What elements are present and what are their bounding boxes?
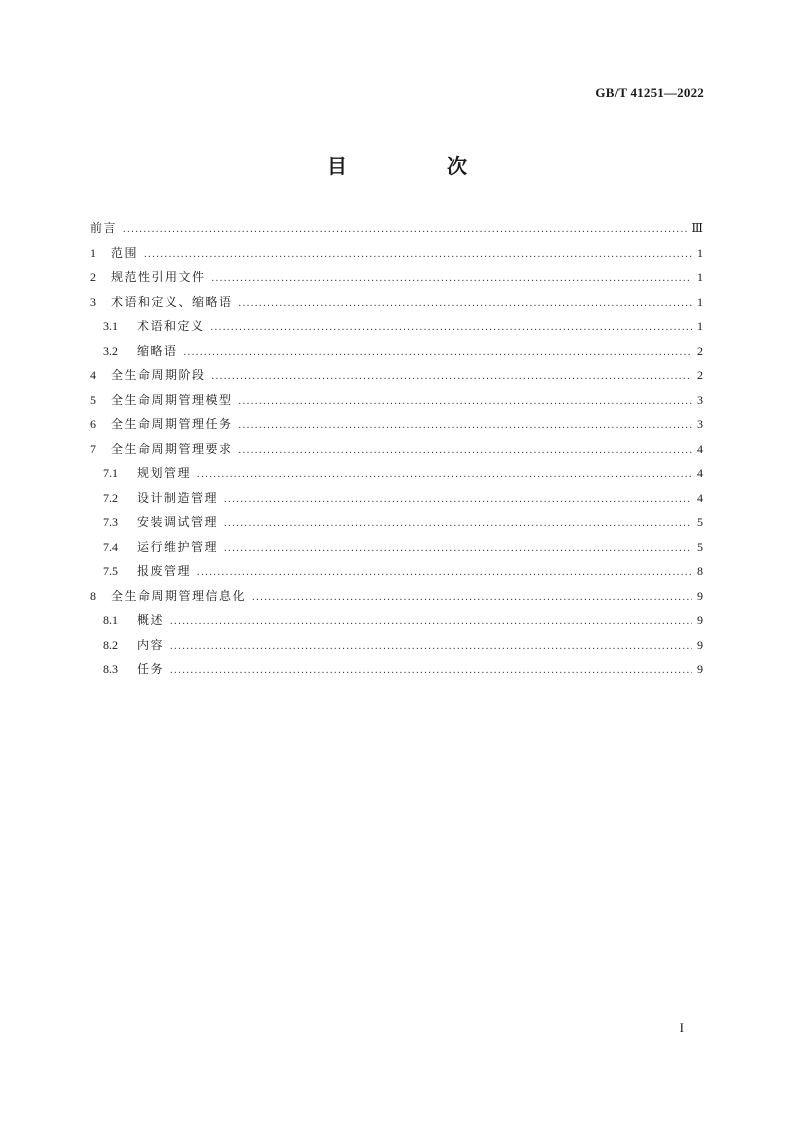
toc-entry[interactable] (90, 584, 703, 609)
toc-entry-title: 全生命周期管理任务 (111, 417, 233, 431)
toc-dot-leader (239, 414, 692, 439)
toc-entry-title: 范围 (111, 245, 139, 260)
toc-entry-page: 9 (697, 637, 703, 652)
toc-entry-number: 1 (90, 245, 96, 260)
toc-dot-leader (224, 537, 692, 562)
toc-entry[interactable] (90, 412, 703, 437)
toc-entry[interactable] (90, 559, 703, 584)
toc-entry-number: 2 (90, 270, 96, 284)
toc-entry-number: 7.2 (103, 490, 118, 505)
toc-dot-leader (211, 316, 692, 341)
page-number: I (679, 1020, 684, 1035)
toc-entry-page: 9 (697, 662, 703, 676)
toc-entry-number: 3.2 (103, 343, 118, 358)
toc-dot-leader (144, 243, 692, 268)
toc-entry-page: 5 (697, 539, 703, 554)
toc-dot-leader (197, 561, 692, 586)
toc-entry-page: 2 (697, 343, 703, 358)
toc-dot-leader (212, 365, 692, 390)
standard-code: GB/T 41251—2022 (595, 85, 704, 100)
toc-entry-page: 4 (697, 466, 703, 480)
toc-entry-number: 5 (90, 392, 96, 407)
toc-entry-number: 8.3 (103, 662, 118, 676)
toc-entry[interactable] (90, 461, 703, 486)
toc-entry-title: 运行维护管理 (137, 539, 219, 554)
toc-entry-number: 7.4 (103, 539, 118, 554)
toc-entry-title: 任务 (137, 662, 165, 676)
toc-entry-number: 8 (90, 588, 96, 603)
toc-entry-number: 7.3 (103, 515, 118, 529)
toc-entry-number: 6 (90, 417, 96, 431)
toc-entry[interactable] (90, 363, 703, 388)
toc-entry-title: 全生命周期管理信息化 (111, 588, 247, 603)
toc-entry[interactable] (90, 510, 703, 535)
toc-entry-title: 规范性引用文件 (111, 270, 206, 284)
toc-entry[interactable] (90, 437, 703, 462)
toc-entry-title: 术语和定义 (137, 319, 205, 333)
toc-entry-title: 安装调试管理 (137, 515, 219, 529)
toc-entry-title: 报废管理 (137, 564, 192, 578)
toc-title: 目 次 (327, 154, 507, 178)
toc-entry-number: 7.1 (103, 466, 118, 480)
toc-entry-number: 4 (90, 368, 96, 382)
toc-entry[interactable] (90, 633, 703, 658)
toc-dot-leader (170, 610, 692, 635)
table-of-contents (90, 216, 703, 682)
toc-dot-leader (184, 341, 692, 366)
toc-dot-leader (252, 586, 692, 611)
toc-entry[interactable] (90, 241, 703, 266)
toc-entry-title: 全生命周期管理要求 (111, 441, 233, 456)
toc-dot-leader (239, 292, 692, 317)
toc-entry-title: 设计制造管理 (137, 490, 219, 505)
toc-entry[interactable] (90, 314, 703, 339)
toc-entry[interactable] (90, 339, 703, 364)
toc-dot-leader (239, 390, 692, 415)
toc-entry[interactable] (90, 216, 703, 241)
toc-entry-page: 4 (697, 441, 703, 456)
toc-entry-page: 1 (697, 245, 703, 260)
toc-entry-page: 9 (697, 588, 703, 603)
toc-entry[interactable] (90, 265, 703, 290)
toc-entry-page: Ⅲ (691, 221, 703, 235)
toc-entry-page: 3 (697, 392, 703, 407)
toc-entry-number: 7.5 (103, 564, 118, 578)
toc-entry-page: 1 (697, 294, 703, 309)
toc-entry-title: 全生命周期阶段 (111, 368, 206, 382)
toc-entry-title: 内容 (137, 637, 165, 652)
toc-entry-number: 7 (90, 441, 96, 456)
toc-entry-title: 缩略语 (137, 343, 178, 358)
toc-dot-leader (123, 218, 688, 243)
toc-entry-page: 1 (697, 319, 703, 333)
toc-entry-page: 9 (697, 613, 703, 627)
toc-entry-page: 3 (697, 417, 703, 431)
toc-entry[interactable] (90, 535, 703, 560)
toc-dot-leader (224, 488, 692, 513)
toc-entry[interactable] (90, 608, 703, 633)
toc-entry[interactable] (90, 657, 703, 682)
toc-entry[interactable] (90, 290, 703, 315)
toc-entry-number: 3 (90, 294, 96, 309)
toc-entry-number: 3.1 (103, 319, 118, 333)
toc-dot-leader (170, 659, 692, 684)
toc-entry-page: 5 (697, 515, 703, 529)
toc-entry-title: 前言 (90, 221, 118, 235)
toc-entry[interactable] (90, 486, 703, 511)
toc-dot-leader (224, 512, 692, 537)
toc-entry-page: 1 (697, 270, 703, 284)
toc-dot-leader (239, 439, 692, 464)
toc-dot-leader (170, 635, 692, 660)
toc-entry-page: 4 (697, 490, 703, 505)
toc-entry-title: 全生命周期管理模型 (111, 392, 233, 407)
toc-dot-leader (212, 267, 692, 292)
toc-dot-leader (197, 463, 692, 488)
toc-entry-number: 8.2 (103, 637, 118, 652)
toc-entry-number: 8.1 (103, 613, 118, 627)
toc-entry-title: 规划管理 (137, 466, 192, 480)
toc-entry-title: 概述 (137, 613, 165, 627)
toc-entry-title: 术语和定义、缩略语 (111, 294, 233, 309)
toc-entry-page: 2 (697, 368, 703, 382)
toc-entry[interactable] (90, 388, 703, 413)
toc-entry-page: 8 (697, 564, 703, 578)
